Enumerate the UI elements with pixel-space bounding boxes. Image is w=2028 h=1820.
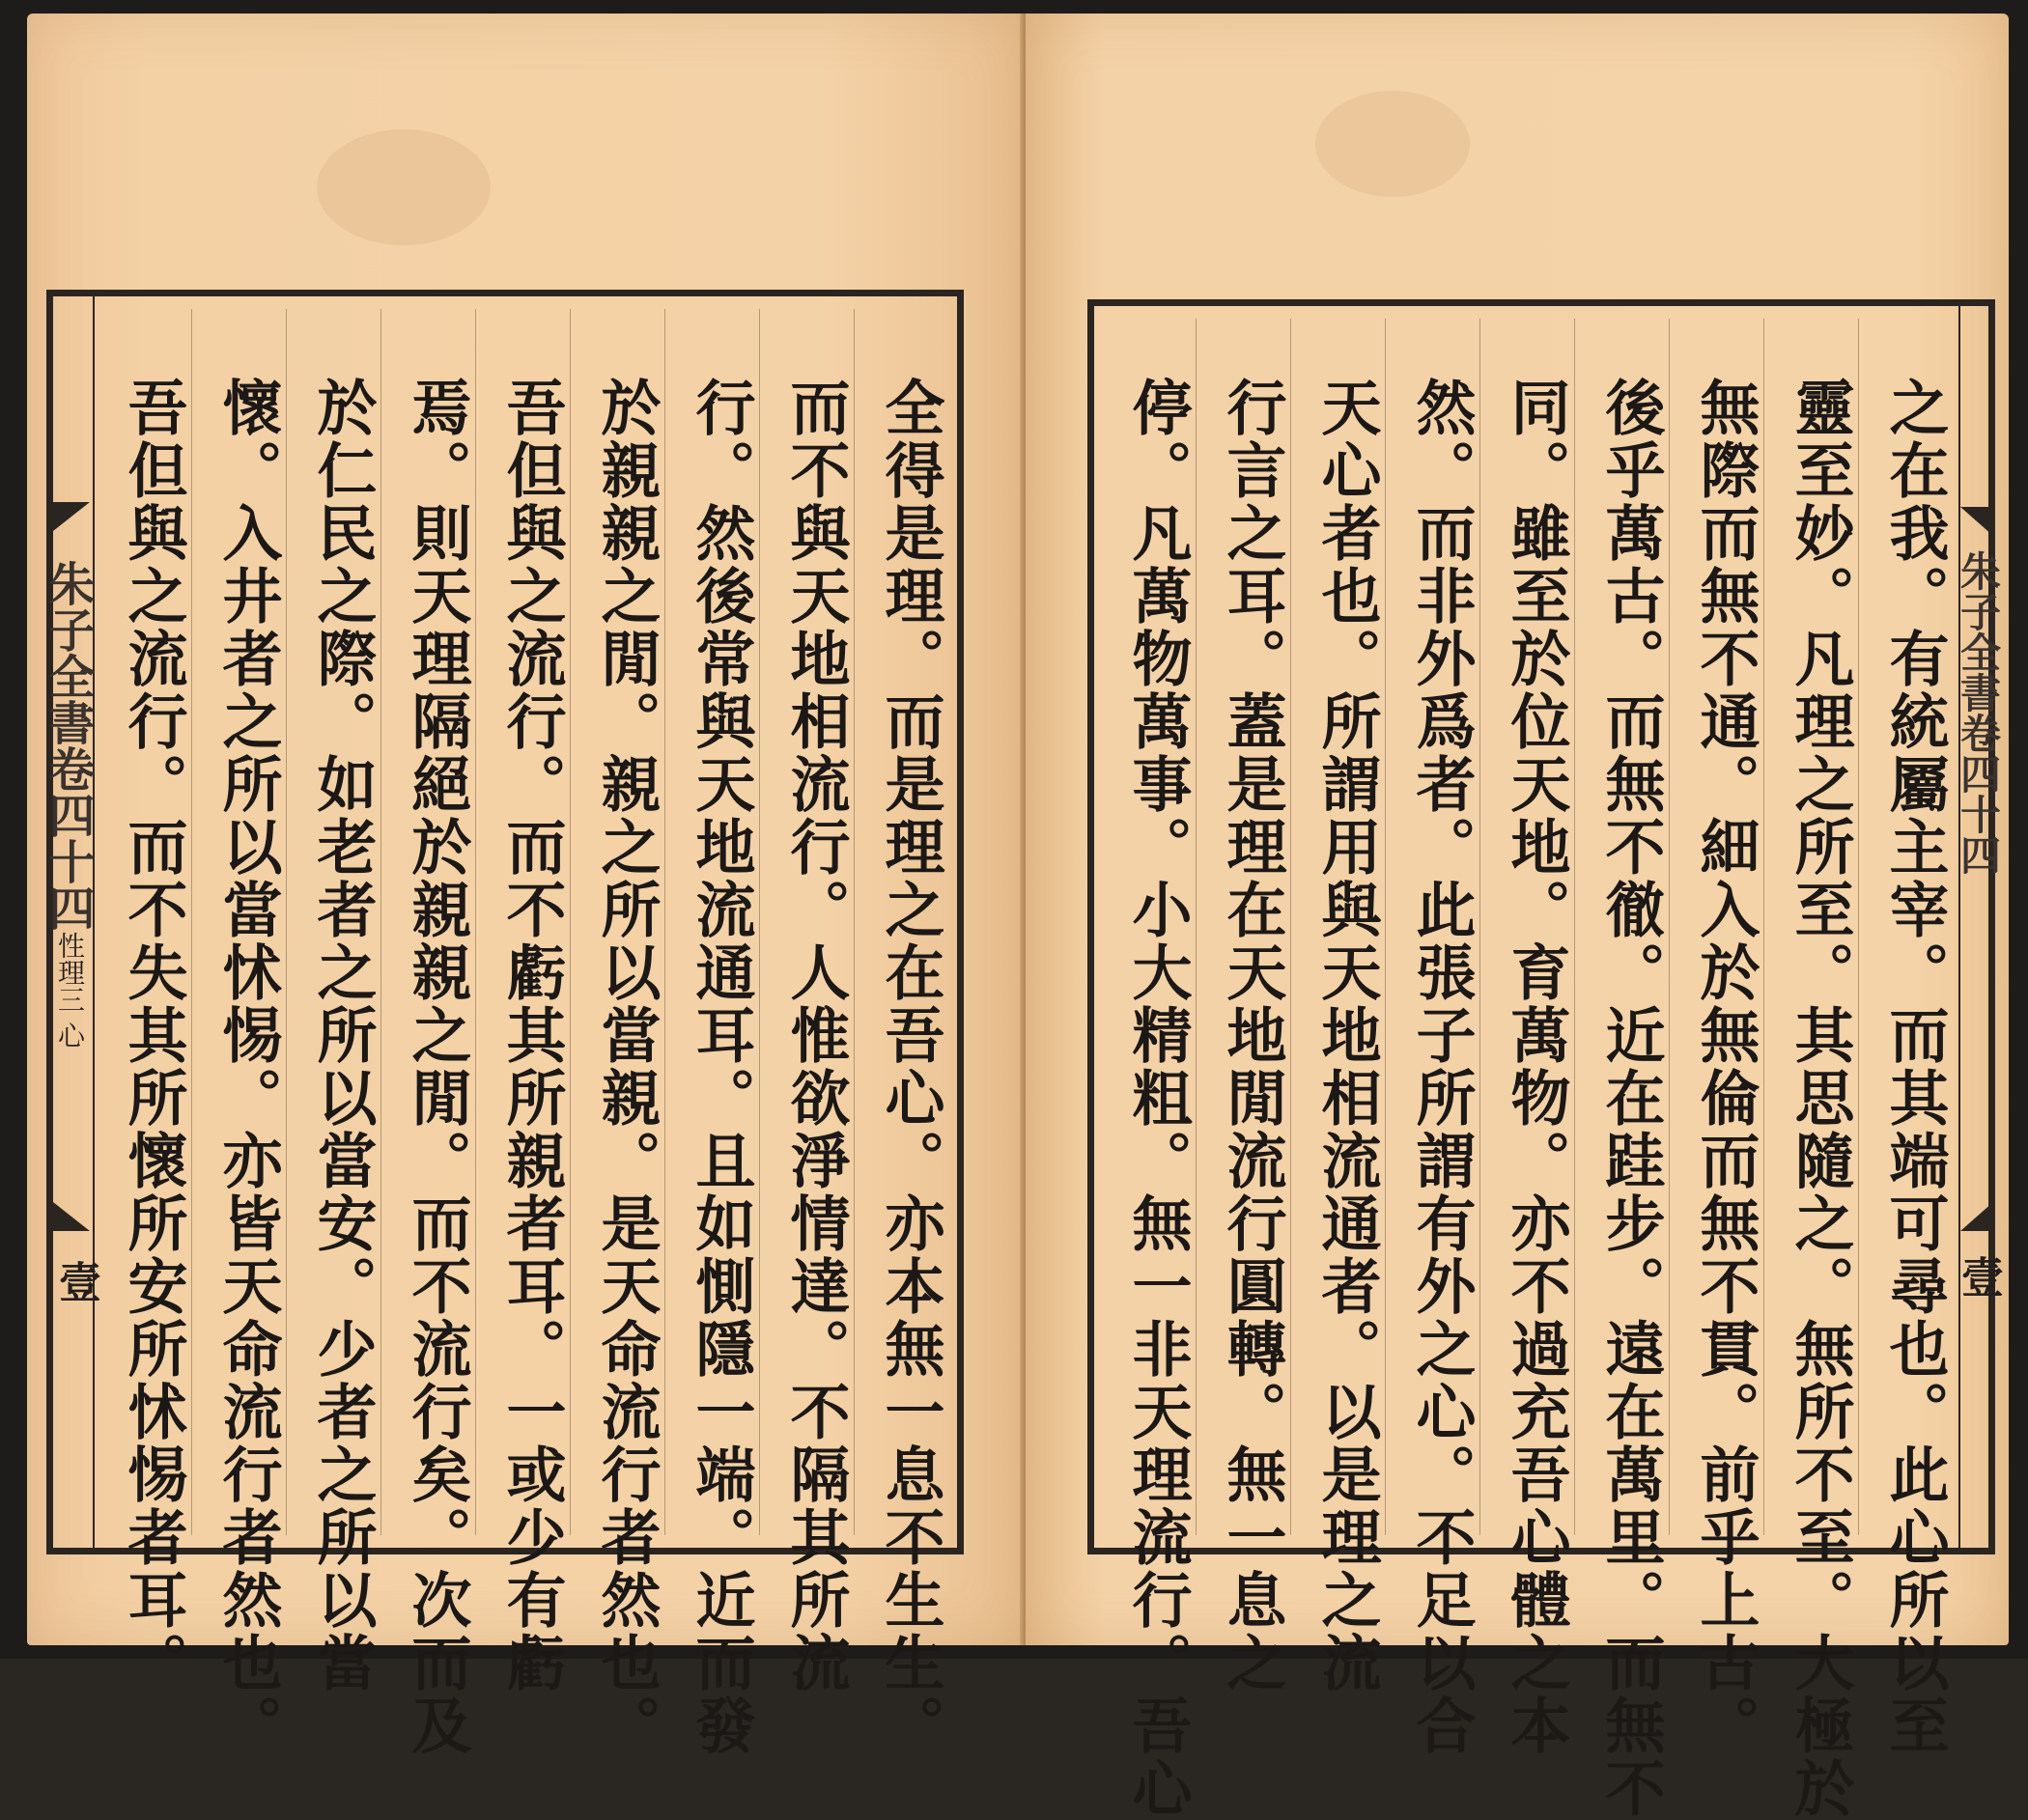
text-column: 於親親之閒。親之所以當親。是天命流行者然也。 (591, 377, 662, 1757)
text-column: 無際而無不通。細入於無倫而無不貫。前乎上古。 (1690, 377, 1760, 1757)
text-column: 行言之耳。蓋是理在天地閒流行圓轉。無一息之 (1217, 377, 1287, 1694)
left-banxin-subtitle: 性理三 心 (54, 932, 86, 1049)
left-fishtail-upper (53, 502, 90, 531)
text-column: 之在我。有統屬主宰。而其端可尋也。此心所以至 (1879, 377, 1950, 1757)
text-column: 而不與天地相流行。人惟欲淨情達。不隔其所流 (780, 377, 851, 1694)
text-column: 全得是理。而是理之在吾心。亦本無一息不生生。 (875, 377, 945, 1757)
text-column: 同。雖至於位天地。育萬物。亦不過充吾心體之本 (1501, 377, 1571, 1757)
paper-stain (317, 129, 491, 245)
text-column: 行。然後常與天地流通耳。且如惻隱一端。近而發 (686, 377, 756, 1757)
text-column: 焉。則天理隔絕於親親之閒。而不流行矣。次而及 (402, 377, 472, 1757)
left-fishtail-lower (53, 1202, 90, 1231)
text-column: 靈至妙。凡理之所至。其思隨之。無所不至。大極於 (1785, 377, 1855, 1820)
right-banxin-title: 朱子全書卷四十四 (1955, 550, 2002, 875)
right-banxin-page-number: 壹 (1954, 1255, 2003, 1298)
right-fishtail-lower (1960, 1202, 1993, 1231)
text-column: 於仁民之際。如老者之所以當安。少者之所以當 (307, 377, 378, 1694)
text-column: 懷。入井者之所以當怵惕。亦皆天命流行者然也。 (212, 377, 283, 1757)
text-column: 停。凡萬物萬事。小大精粗。無一非天理流行。吾心 (1122, 377, 1193, 1820)
text-column: 吾但與之流行。而不虧其所親者耳。一或少有虧 (496, 377, 567, 1694)
left-banxin-title: 朱子全書卷四十四 (41, 560, 95, 931)
paper-stain (1315, 91, 1470, 197)
text-column: 後乎萬古。而無不徹。近在跬步。遠在萬里。而無不 (1595, 377, 1666, 1820)
right-fishtail-upper (1960, 507, 1993, 536)
left-banxin-page-number: 壹 (51, 1260, 100, 1302)
text-column: 吾但與之流行。而不失其所懷所安所怵惕者耳。 (118, 377, 188, 1694)
text-column: 然。而非外爲者。此張子所謂有外之心。不足以合 (1406, 377, 1477, 1757)
text-column: 天心者也。所謂用與天地相流通者。以是理之流 (1311, 377, 1382, 1694)
